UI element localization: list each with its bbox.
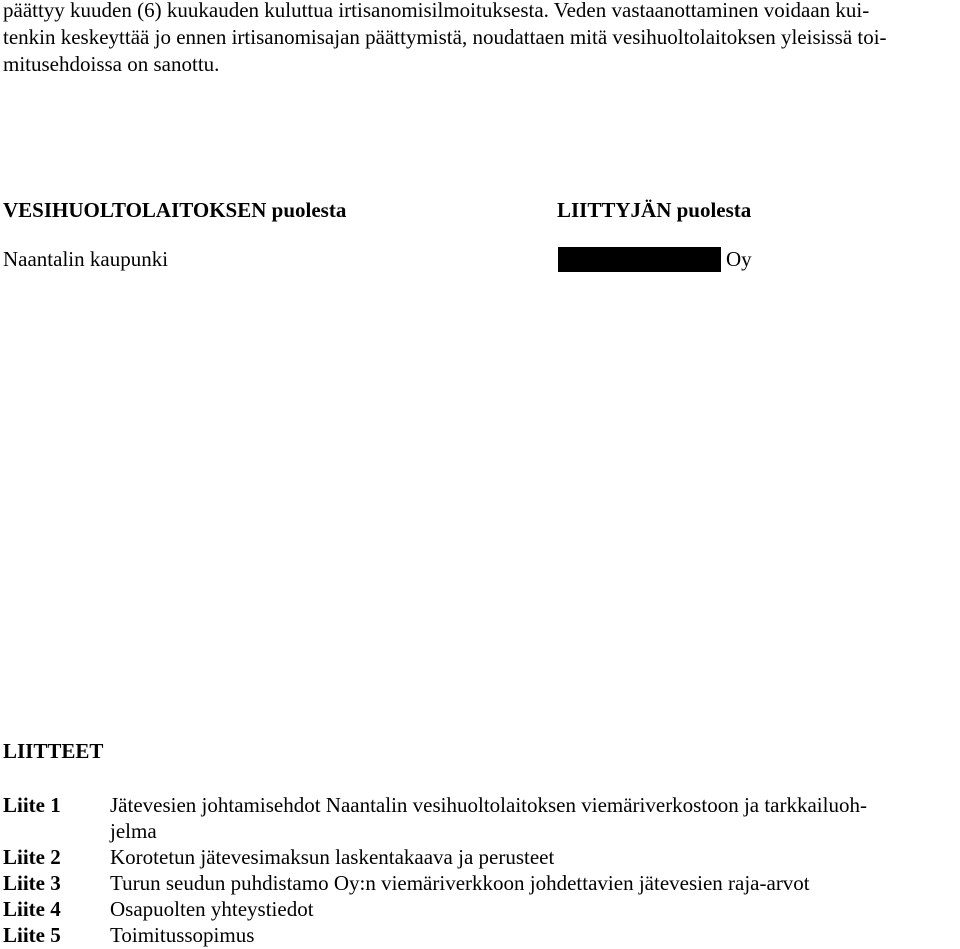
attachment-description: Jätevesien johtamisehdot Naantalin vesihuoltolaitoksen viemäriverkostoon ja tarkkailuoh- — [110, 793, 867, 817]
attachment-description: Toimitussopimus — [110, 923, 255, 947]
attachment-label: Liite 2 — [3, 845, 61, 869]
customer-signature-heading: LIITTYJÄN puolesta — [557, 198, 752, 222]
attachment-description: Osapuolten yhteystiedot — [110, 897, 314, 921]
attachment-label: Liite 3 — [3, 871, 61, 895]
attachment-label: Liite 5 — [3, 923, 61, 947]
utility-name: Naantalin kaupunki — [3, 247, 169, 271]
redaction-block — [558, 247, 721, 272]
attachment-description: Turun seudun puhdistamo Oy:n viemäriverkkoon johdettavien jätevesien raja-arvot — [110, 871, 810, 895]
attachment-label: Liite 1 — [3, 793, 61, 817]
intro-line-3: mitusehdoissa on sanottu. — [3, 52, 220, 76]
attachment-description: Korotetun jätevesimaksun laskentakaava ja perusteet — [110, 845, 555, 869]
intro-line-1: päättyy kuuden (6) kuukauden kuluttua irtisanomisilmoituksesta. Veden vastaanottaminen voidaan kui- — [3, 0, 870, 22]
utility-signature-heading: VESIHUOLTOLAITOKSEN puolesta — [3, 198, 347, 222]
attachments-heading: LIITTEET — [3, 739, 104, 763]
attachment-label: Liite 4 — [3, 897, 61, 921]
customer-company-suffix: Oy — [726, 247, 752, 271]
intro-line-2: tenkin keskeyttää jo ennen irtisanomisajan päättymistä, noudattaen mitä vesihuoltolaitoksen yleisissä toi- — [3, 25, 887, 49]
attachment-description-continued: jelma — [110, 819, 157, 843]
